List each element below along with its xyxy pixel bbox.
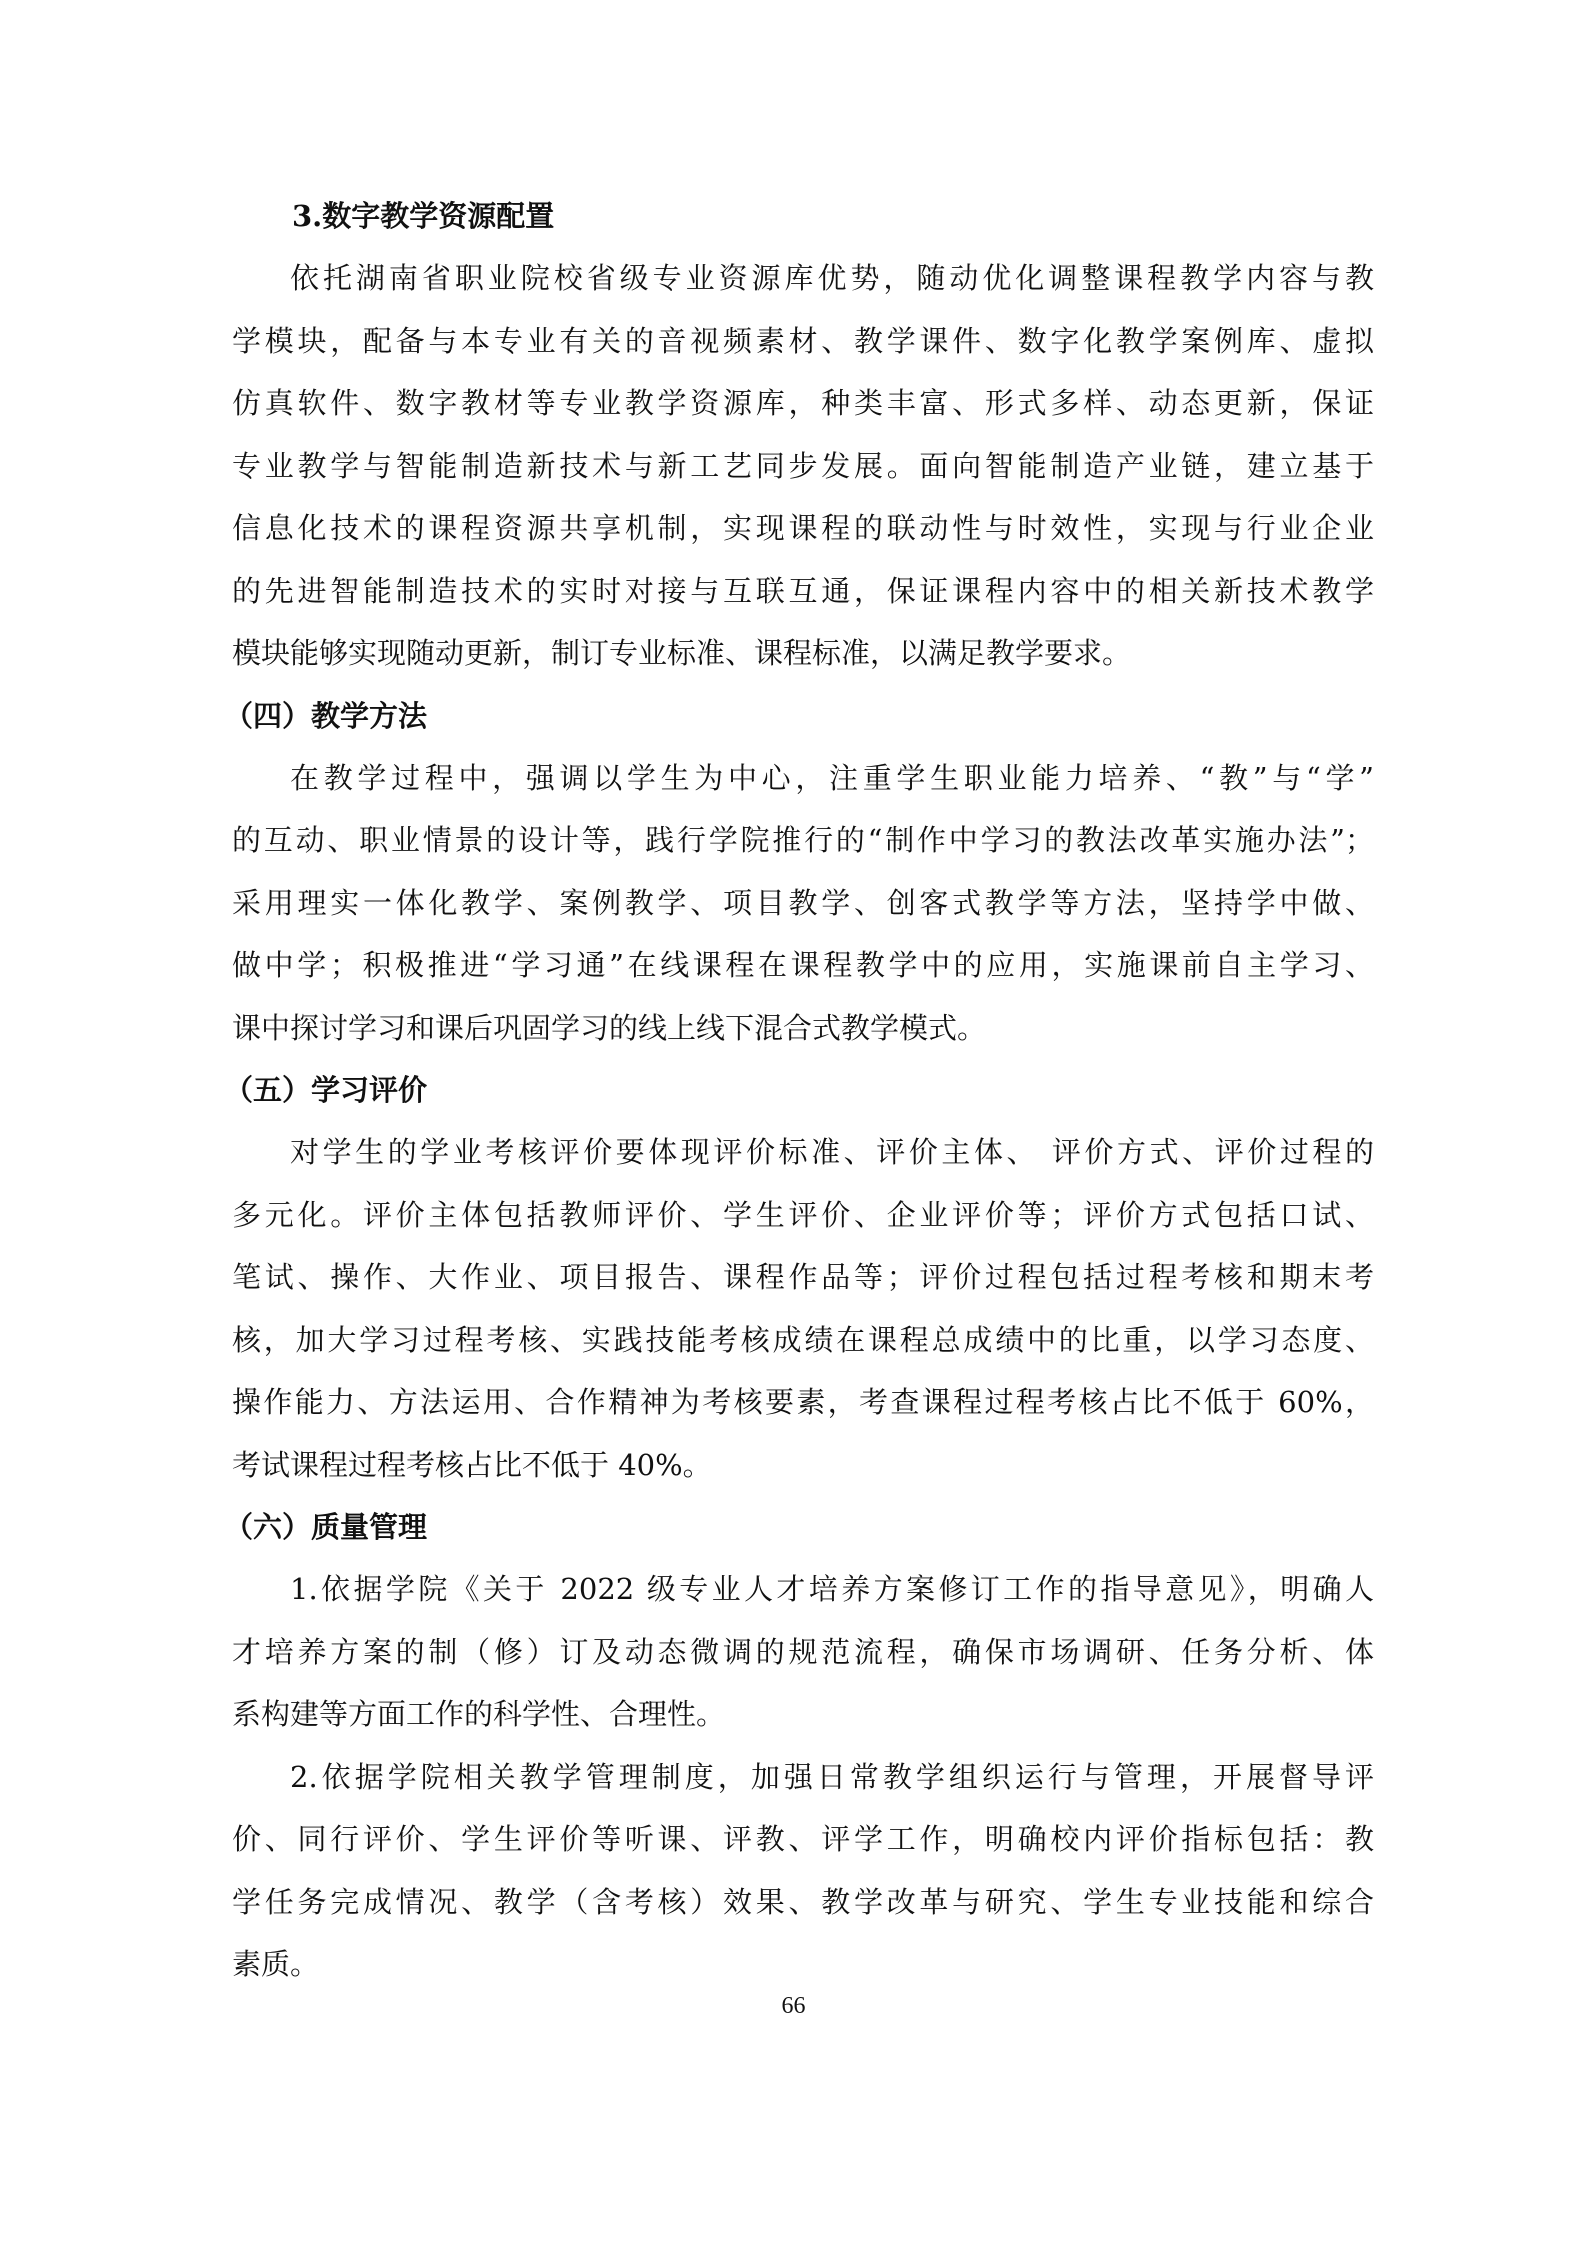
text-line: 系构建等方面工作的科学性、合理性。 — [232, 1697, 726, 1731]
text-line: 的先进智能制造技术的实时对接与互联互通，保证课程内容中的相关新技术教学 — [232, 573, 1374, 608]
text-line: 课中探讨学习和课后巩固学习的线上线下混合式教学模式。 — [232, 1010, 987, 1045]
text-line: 做中学；积极推进“学习通”在线课程在课程教学中的应用，实施课前自主学习、 — [232, 948, 1374, 982]
paragraph-learning-evaluation — [232, 1121, 1374, 1496]
text-line: 才培养方案的制（修）订及动态微调的规范流程，确保市场调研、任务分析、体 — [232, 1634, 1374, 1669]
text-line: 2.依据学院相关教学管理制度，加强日常教学组织运行与管理，开展督导评 — [290, 1759, 1374, 1794]
paragraph-quality-item-1 — [232, 1558, 1374, 1746]
text-line: 信息化技术的课程资源共享机制，实现课程的联动性与时效性，实现与行业企业 — [232, 511, 1374, 545]
text-line: 多元化。评价主体包括教师评价、学生评价、企业评价等；评价方式包括口试、 — [232, 1197, 1374, 1232]
page-content — [224, 185, 1374, 1996]
text-line: 笔试、操作、大作业、项目报告、课程作品等；评价过程包括过程考核和期末考 — [232, 1260, 1374, 1294]
text-line: 仿真软件、数字教材等专业教学资源库，种类丰富、形式多样、动态更新，保证 — [232, 386, 1374, 420]
text-line: 价、同行评价、学生评价等听课、评教、评学工作，明确校内评价指标包括：教 — [232, 1822, 1374, 1856]
heading-quality-management: （六）质量管理 — [224, 1510, 428, 1544]
text-line: 的互动、职业情景的设计等，践行学院推行的“制作中学习的教法改革实施办法”； — [232, 823, 1374, 857]
text-line: 学任务完成情况、教学（含考核）效果、教学改革与研究、学生专业技能和综合 — [232, 1884, 1374, 1919]
text-line: 专业教学与智能制造新技术与新工艺同步发展。面向智能制造产业链，建立基于 — [232, 448, 1374, 483]
text-line: 操作能力、方法运用、合作精神为考核要素，考查课程过程考核占比不低于 60%， — [232, 1385, 1374, 1419]
text-line: 核，加大学习过程考核、实践技能考核成绩在课程总成绩中的比重，以学习态度、 — [232, 1322, 1374, 1357]
text-line: 依托湖南省职业院校省级专业资源库优势，随动优化调整课程教学内容与教 — [290, 261, 1374, 295]
heading-learning-evaluation: （五）学习评价 — [224, 1073, 428, 1107]
text-line: 模块能够实现随动更新，制订专业标准、课程标准，以满足教学要求。 — [232, 636, 1132, 670]
text-line: 采用理实一体化教学、案例教学、项目教学、创客式教学等方法，坚持学中做、 — [232, 885, 1374, 920]
paragraph-digital-resources — [232, 247, 1374, 685]
text-line: 在教学过程中，强调以学生为中心，注重学生职业能力培养、“教”与“学” — [290, 760, 1374, 795]
heading-teaching-methods: （四）教学方法 — [224, 698, 428, 733]
text-line: 学模块，配备与本专业有关的音视频素材、教学课件、数字化教学案例库、虚拟 — [232, 323, 1374, 358]
text-line: 素质。 — [232, 1947, 320, 1981]
page-number: 66 — [781, 1993, 806, 2019]
text-line: 对学生的学业考核评价要体现评价标准、评价主体、 评价方式、评价过程的 — [290, 1135, 1374, 1169]
paragraph-quality-item-2 — [232, 1746, 1374, 1996]
text-line: 1.依据学院《关于 2022 级专业人才培养方案修订工作的指导意见》，明确人 — [290, 1572, 1374, 1606]
paragraph-teaching-methods — [232, 747, 1374, 1060]
subheading-digital-resources: 3.数字教学资源配置 — [292, 199, 555, 233]
text-line: 考试课程过程考核占比不低于 40%。 — [232, 1447, 712, 1482]
